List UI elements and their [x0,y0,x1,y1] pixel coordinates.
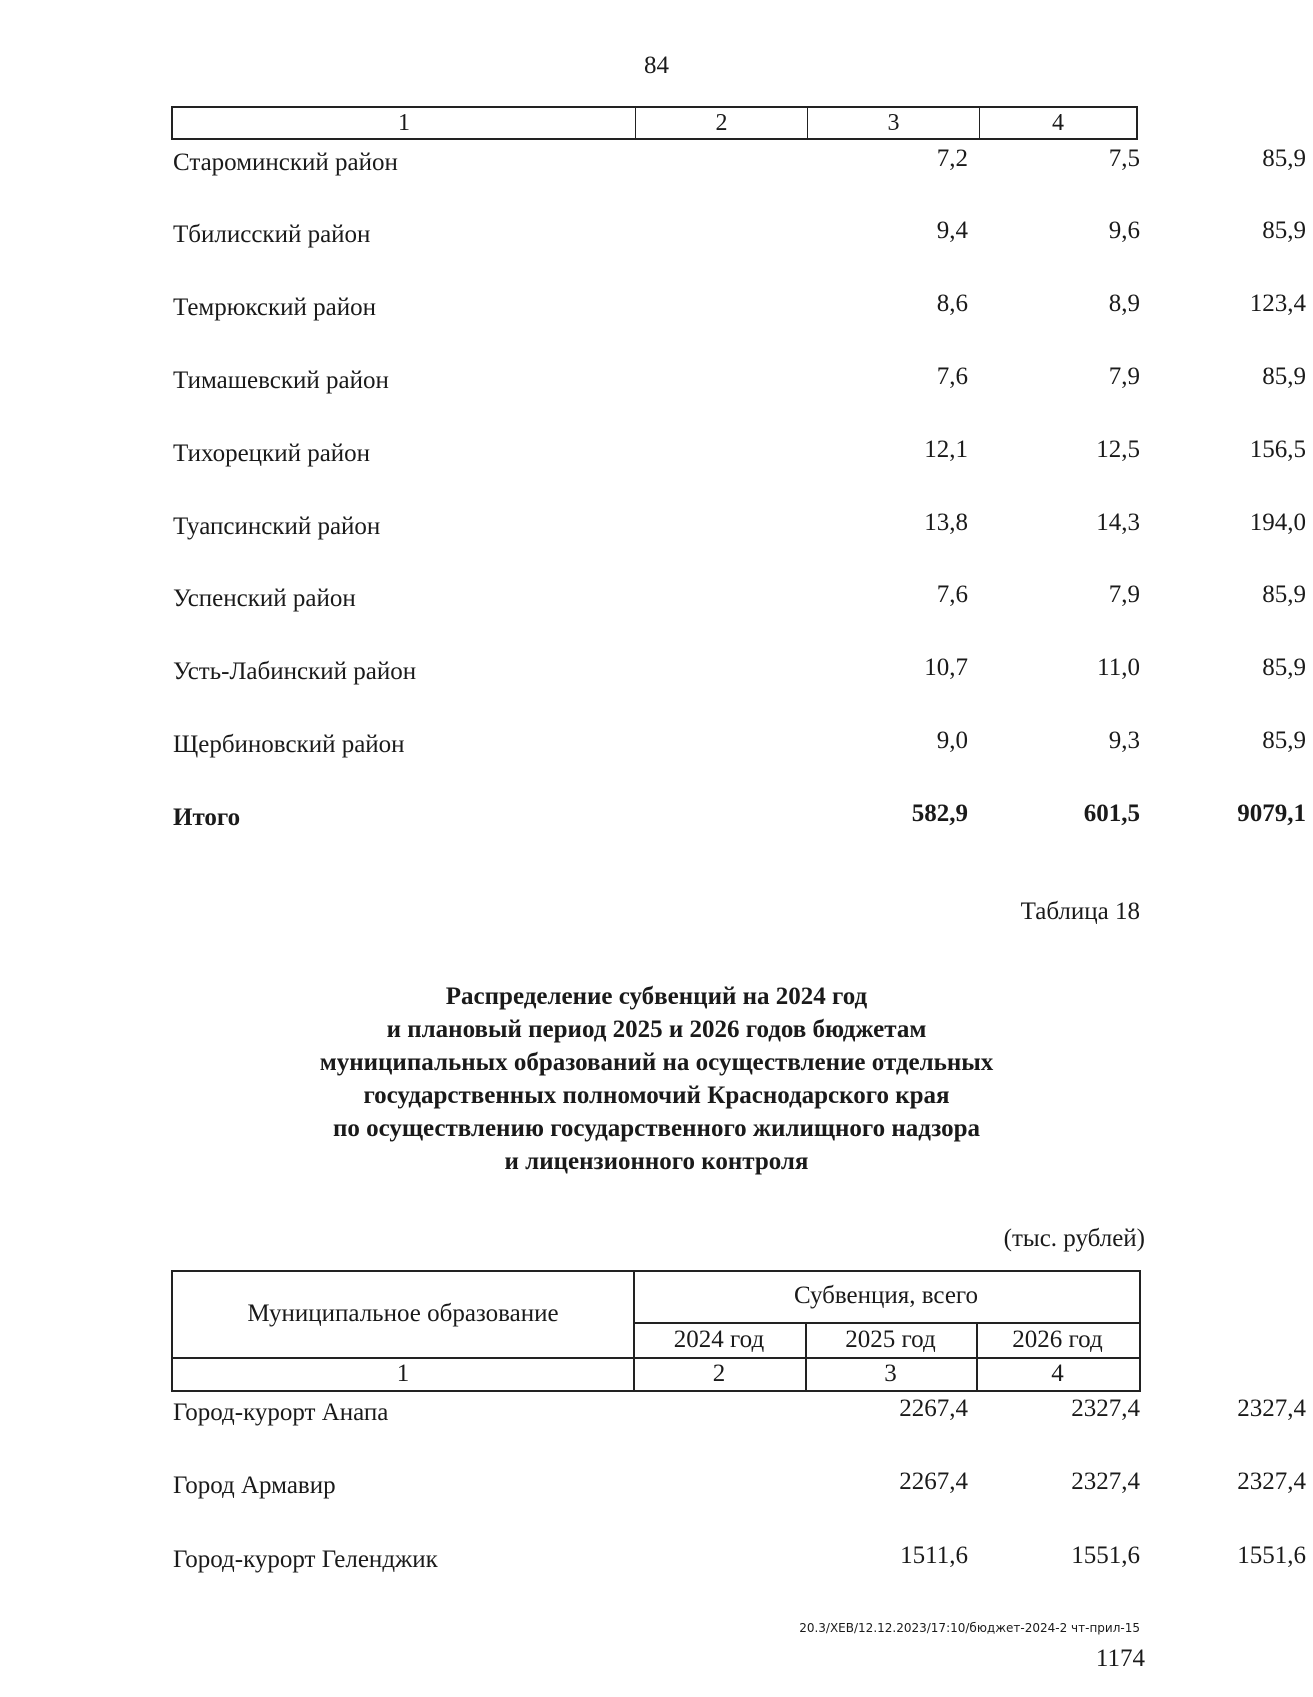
table-row [171,654,1306,689]
row-value-2025: 2327,4 [1071,1468,1140,1495]
title-line: государственных полномочий Краснодарского края [363,1082,950,1109]
title-line: по осуществлению государственного жилищного надзора [332,1115,981,1142]
page-number: 84 [644,52,669,79]
header-col-num-2: 2 [712,1360,726,1387]
row-name: Город-курорт Анапа [173,1399,389,1426]
row-name: Тихорецкий район [173,440,371,467]
row-value-2024: 8,6 [936,290,968,317]
row-value-2026: 1551,6 [1237,1542,1306,1569]
table-row [171,217,1306,252]
row-value-2026: 2327,4 [1237,1468,1306,1495]
row-value-2025: 12,5 [1096,436,1140,463]
table1-header-col-3: 3 [808,108,980,138]
row-value-2026: 194,0 [1249,509,1306,536]
table-row [171,581,1306,616]
row-value-2024: 10,7 [924,654,968,681]
row-value-2024: 2267,4 [899,1395,968,1422]
row-value-2025: 7,9 [1108,581,1140,608]
row-value-2026: 2327,4 [1237,1395,1306,1422]
row-value-2026: 85,9 [1262,217,1306,244]
title-line: и лицензионного контроля [504,1148,809,1175]
units-note: (тыс. рублей) [1003,1225,1145,1252]
total-value-2026: 9079,1 [1237,800,1306,827]
row-value-2024: 7,2 [936,145,968,172]
header-municipality: Муниципальное образование [247,1300,559,1327]
header-col-num-3: 3 [884,1360,897,1387]
row-value-2024: 13,8 [924,509,968,536]
table-row [171,363,1306,398]
title-line: Распределение субвенций на 2024 год [445,983,868,1010]
header-year-2026: 2026 год [1012,1326,1103,1353]
row-value-2026: 85,9 [1262,363,1306,390]
row-value-2026: 85,9 [1262,145,1306,172]
row-value-2025: 7,9 [1108,363,1140,390]
row-value-2024: 1511,6 [900,1542,968,1569]
row-name: Туапсинский район [173,513,381,540]
table-row [171,727,1306,762]
row-value-2024: 2267,4 [899,1468,968,1495]
row-value-2026: 85,9 [1262,581,1306,608]
row-name: Староминский район [173,149,398,176]
title-line: и плановый период 2025 и 2026 годов бюджетам [386,1016,927,1043]
title-line: муниципальных образований на осуществление отдельных [319,1049,994,1076]
table-title [0,980,1313,1178]
row-value-2025: 9,3 [1108,727,1140,754]
row-name: Успенский район [173,585,356,612]
row-value-2026: 123,4 [1249,290,1306,317]
row-value-2025: 9,6 [1108,217,1140,244]
row-name: Темрюкский район [173,294,377,321]
row-value-2026: 85,9 [1262,727,1306,754]
row-name: Усть-Лабинский район [173,658,417,685]
row-name: Тимашевский район [173,367,389,394]
total-value-2024: 582,9 [911,800,968,827]
row-value-2025: 14,3 [1096,509,1140,536]
header-col-num-4: 4 [1051,1360,1064,1387]
table-row [171,1395,1306,1430]
row-name: Щербиновский район [173,731,405,758]
row-name: Город-курорт Геленджик [173,1546,438,1573]
row-value-2024: 9,4 [936,217,968,244]
row-value-2024: 7,6 [936,581,968,608]
total-label: Итого [173,804,241,831]
row-value-2025: 2327,4 [1071,1395,1140,1422]
table-row [171,145,1306,180]
header-col-num-1: 1 [396,1360,410,1387]
row-value-2025: 1551,6 [1071,1542,1140,1569]
row-value-2024: 9,0 [936,727,968,754]
header-year-2024: 2024 год [673,1326,765,1353]
row-value-2025: 7,5 [1108,145,1140,172]
table1-header-col-4: 4 [1052,110,1064,136]
header-subvention-group: Субвенция, всего [793,1282,979,1309]
table1-header-row [171,106,1138,140]
row-name: Город Армавир [173,1472,336,1499]
row-value-2026: 85,9 [1262,654,1306,681]
row-value-2024: 12,1 [924,436,968,463]
table2-header [171,1270,1141,1392]
table1-header-col-2: 2 [636,108,808,138]
total-value-2025: 601,5 [1083,800,1140,827]
row-value-2025: 8,9 [1108,290,1140,317]
table-label: Таблица 18 [1020,898,1140,925]
row-value-2024: 7,6 [936,363,968,390]
document-code: 20.3/ХЕВ/12.12.2023/17:10/бюджет-2024-2 чт-прил-15 [799,1621,1140,1635]
table-row [171,1542,1306,1577]
table-row [171,436,1306,471]
table-row [171,1468,1306,1503]
row-name: Тбилисский район [173,221,371,248]
row-value-2025: 11,0 [1097,654,1140,681]
row-value-2026: 156,5 [1249,436,1306,463]
sheet-number: 1174 [1095,1645,1145,1672]
table-row [171,290,1306,325]
header-year-2025: 2025 год [845,1326,936,1353]
table-total-row [171,800,1306,835]
table-row [171,509,1306,544]
table1-header-col-1: 1 [173,108,636,138]
